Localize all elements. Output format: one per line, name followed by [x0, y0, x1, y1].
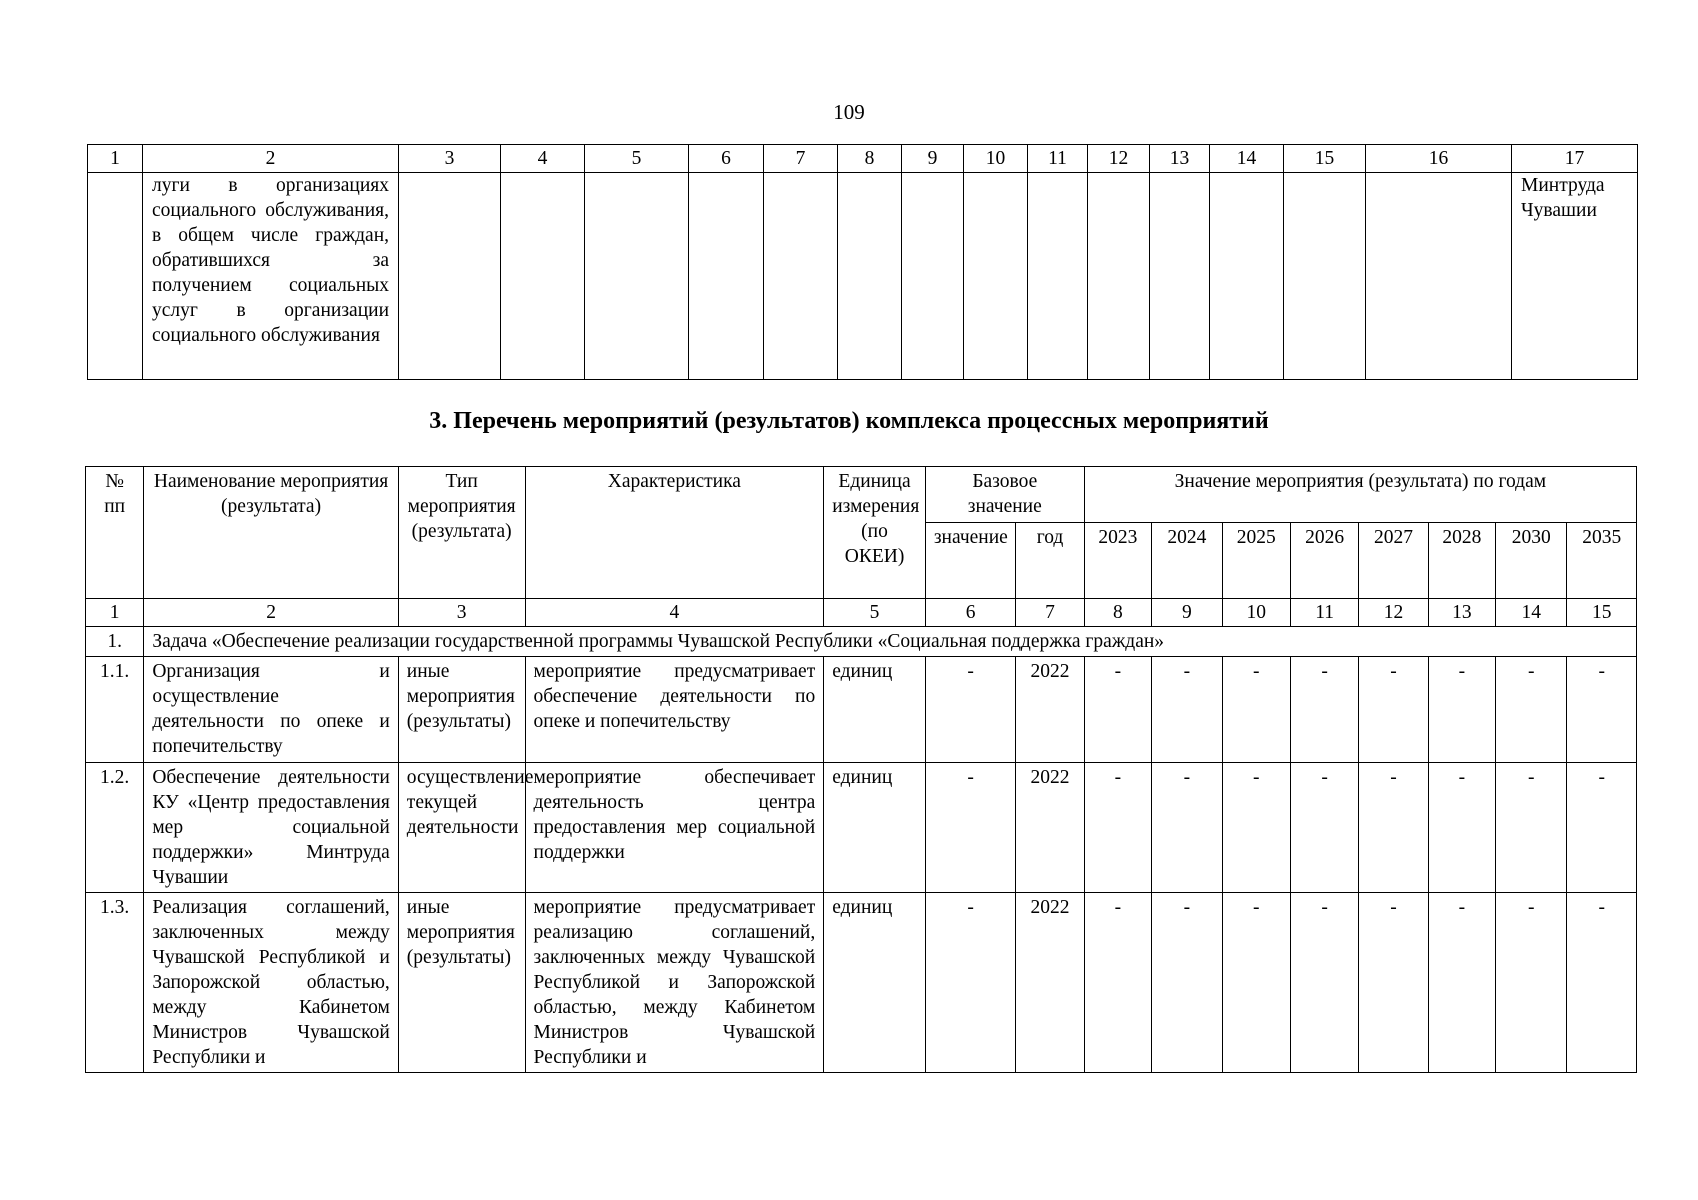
section-title: 3. Перечень мероприятий (результатов) комплекса процессных мероприятий	[429, 408, 1269, 434]
row-num: 1.3.	[86, 893, 144, 1073]
header-values-by-year: Значение мероприятия (результата) по годам	[1084, 467, 1636, 523]
row-value: -	[1084, 763, 1151, 893]
col-num: 9	[902, 145, 964, 173]
col-num: 12	[1359, 599, 1428, 627]
row-num: 1.2.	[86, 763, 144, 893]
col-num: 14	[1210, 145, 1284, 173]
header-year: 2026	[1290, 523, 1358, 599]
row-value: -	[1084, 657, 1151, 763]
col-num: 6	[689, 145, 764, 173]
header-type: Тип мероприятия (результата)	[398, 467, 525, 599]
row-value: -	[1222, 657, 1290, 763]
row-value: -	[1222, 763, 1290, 893]
column-number-row	[86, 599, 1637, 627]
row-value: -	[1567, 657, 1637, 763]
task-row	[86, 627, 1637, 657]
col-num: 10	[1222, 599, 1290, 627]
header-unit: Единица измерения (по ОКЕИ)	[824, 467, 926, 599]
row-value: -	[1496, 893, 1567, 1073]
row-value: -	[1359, 657, 1428, 763]
row-value: -	[1567, 763, 1637, 893]
table-row	[86, 763, 1637, 893]
header-base-year: год	[1016, 523, 1084, 599]
col-num: 17	[1512, 145, 1638, 173]
col-num: 6	[925, 599, 1016, 627]
header-year: 2024	[1152, 523, 1222, 599]
row-value: -	[1496, 657, 1567, 763]
row-base-year: 2022	[1016, 763, 1084, 893]
row-value: -	[1152, 763, 1222, 893]
row-value: -	[1290, 763, 1358, 893]
col-num: 12	[1088, 145, 1150, 173]
header-row-1	[86, 467, 1637, 523]
header-year: 2028	[1428, 523, 1495, 599]
header-name: Наименование мероприятия (результата)	[144, 467, 398, 599]
col-num: 14	[1496, 599, 1567, 627]
task-text: Задача «Обеспечение реализации государственной программы Чувашской Республики «Социальная поддержка граждан»	[144, 627, 1637, 657]
col-num: 16	[1366, 145, 1512, 173]
header-characteristic: Характеристика	[525, 467, 824, 599]
col-num: 15	[1567, 599, 1637, 627]
responsible-executor: Минтруда Чувашии	[1512, 173, 1638, 380]
col-num: 8	[838, 145, 902, 173]
col-num: 13	[1150, 145, 1210, 173]
col-num: 15	[1284, 145, 1366, 173]
col-num: 11	[1028, 145, 1088, 173]
row-value: -	[1567, 893, 1637, 1073]
col-num: 3	[398, 599, 525, 627]
row-unit: единиц	[824, 763, 926, 893]
row-base-value: -	[925, 893, 1016, 1073]
header-num: № пп	[86, 467, 144, 599]
row-characteristic: мероприятие предусматривает обеспечение деятельности по опеке и попечительству	[525, 657, 824, 763]
col-num: 5	[824, 599, 926, 627]
row-base-value: -	[925, 657, 1016, 763]
row-name: Обеспечение деятельности КУ «Центр предоставления мер социальной поддержки» Минтруда Чувашии	[144, 763, 398, 893]
continuation-row	[88, 173, 1638, 380]
column-number-row	[88, 145, 1638, 173]
measures-table	[85, 466, 1637, 1073]
col-num: 5	[585, 145, 689, 173]
col-num: 10	[964, 145, 1028, 173]
col-num: 3	[399, 145, 501, 173]
header-year: 2030	[1496, 523, 1567, 599]
row-value: -	[1428, 763, 1495, 893]
page-number: 109	[833, 100, 865, 124]
col-num: 7	[1016, 599, 1084, 627]
header-year: 2035	[1567, 523, 1637, 599]
row-value: -	[1152, 657, 1222, 763]
row-characteristic: мероприятие предусматривает реализацию соглашений, заключенных между Чувашской Республикой и Запорожской областью, между Кабинетом Министров Чувашской Республики и	[525, 893, 824, 1073]
table-row	[86, 657, 1637, 763]
row-num: 1.1.	[86, 657, 144, 763]
col-num: 9	[1152, 599, 1222, 627]
header-year: 2027	[1359, 523, 1428, 599]
header-year: 2025	[1222, 523, 1290, 599]
row-base-year: 2022	[1016, 657, 1084, 763]
continuation-table	[87, 144, 1638, 380]
col-num: 13	[1428, 599, 1495, 627]
col-num: 4	[525, 599, 824, 627]
header-base-value: значение	[925, 523, 1016, 599]
row-type: осуществление текущей деятельности	[398, 763, 525, 893]
row-value: -	[1428, 893, 1495, 1073]
col-num: 1	[86, 599, 144, 627]
row-value: -	[1290, 893, 1358, 1073]
col-num: 2	[143, 145, 399, 173]
row-value: -	[1359, 893, 1428, 1073]
row-value: -	[1359, 763, 1428, 893]
row-value: -	[1290, 657, 1358, 763]
task-num: 1.	[86, 627, 144, 657]
row-value: -	[1222, 893, 1290, 1073]
row-unit: единиц	[824, 657, 926, 763]
row-base-value: -	[925, 763, 1016, 893]
row-characteristic: мероприятие обеспечивает деятельность центра предоставления мер социальной поддержки	[525, 763, 824, 893]
row-base-year: 2022	[1016, 893, 1084, 1073]
row-value: -	[1428, 657, 1495, 763]
col-num: 7	[764, 145, 838, 173]
row-name: Реализация соглашений, заключенных между Чувашской Республикой и Запорожской областью, между Кабинетом Министров Чувашской Республики и	[144, 893, 398, 1073]
row-value: -	[1152, 893, 1222, 1073]
row-value: -	[1084, 893, 1151, 1073]
col-num: 2	[144, 599, 398, 627]
row-type: иные мероприятия (результаты)	[398, 657, 525, 763]
col-num: 8	[1084, 599, 1151, 627]
col-num: 11	[1290, 599, 1358, 627]
row-unit: единиц	[824, 893, 926, 1073]
row-type: иные мероприятия (результаты)	[398, 893, 525, 1073]
col-num: 4	[501, 145, 585, 173]
table-row	[86, 893, 1637, 1073]
col-num: 1	[88, 145, 143, 173]
header-year: 2023	[1084, 523, 1151, 599]
indicator-name-continuation: луги в организациях социального обслуживания, в общем числе граждан, обратившихся за получением социальных услуг в организации социального обслуживания	[143, 173, 399, 380]
row-value: -	[1496, 763, 1567, 893]
header-base: Базовое значение	[925, 467, 1084, 523]
row-name: Организация и осуществление деятельности по опеке и попечительству	[144, 657, 398, 763]
